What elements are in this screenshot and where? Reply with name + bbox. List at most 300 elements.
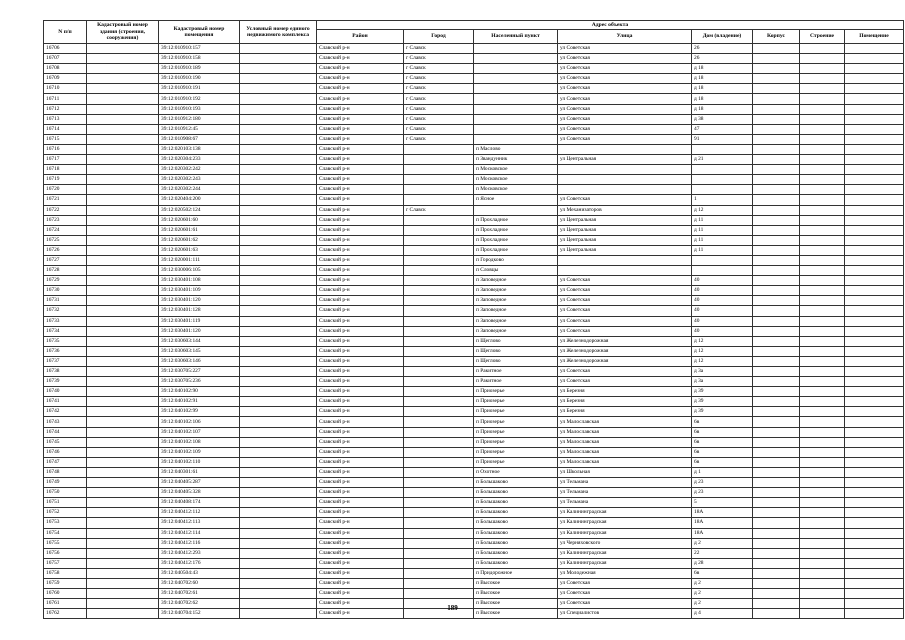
cell-city — [404, 336, 474, 346]
cell-house: 40 — [692, 276, 753, 286]
table-row — [44, 155, 904, 165]
cell-premise: 39:12:010910:192 — [159, 94, 240, 104]
cell-street: ул Центральная — [558, 235, 692, 245]
cell-district: Славский р-н — [317, 64, 404, 74]
cell-stroenie — [800, 457, 845, 467]
cell-settlement: п Московское — [474, 185, 558, 195]
table-row — [44, 316, 904, 326]
cell-city: г Славск — [404, 104, 474, 114]
cell-premise: 39:12:030401:128 — [159, 306, 240, 316]
cell-settlement: п Высокое — [474, 589, 558, 599]
cell-settlement: п Приозерье — [474, 387, 558, 397]
cell-district: Славский р-н — [317, 467, 404, 477]
cell-complex — [240, 457, 317, 467]
cell-complex — [240, 124, 317, 134]
cell-premise: 39:12:040702:61 — [159, 589, 240, 599]
cell-settlement: п Заповедное — [474, 276, 558, 286]
cell-street: ул Советская — [558, 54, 692, 64]
table-row — [44, 64, 904, 74]
cell-building — [87, 215, 159, 225]
cell-stroenie — [800, 94, 845, 104]
cell-korpus — [753, 144, 800, 154]
cell-korpus — [753, 134, 800, 144]
cell-house — [692, 175, 753, 185]
cell-settlement — [474, 84, 558, 94]
cell-premise: 39:12:020302:243 — [159, 175, 240, 185]
cell-stroenie — [800, 578, 845, 588]
cell-city — [404, 417, 474, 427]
cell-house: 6в — [692, 427, 753, 437]
cell-premise: 39:12:020502:124 — [159, 205, 240, 215]
cell-num: 16727 — [44, 255, 87, 265]
cell-room — [845, 367, 904, 377]
cell-num: 16761 — [44, 599, 87, 609]
cell-settlement: п Большаково — [474, 538, 558, 548]
cell-room — [845, 185, 904, 195]
cell-room — [845, 276, 904, 286]
cell-building — [87, 175, 159, 185]
cell-street — [558, 165, 692, 175]
cell-room — [845, 245, 904, 255]
cell-num: 16708 — [44, 64, 87, 74]
cell-settlement: п Охотное — [474, 467, 558, 477]
cell-city — [404, 558, 474, 568]
table-row — [44, 165, 904, 175]
cell-stroenie — [800, 417, 845, 427]
cell-street: ул Березня — [558, 397, 692, 407]
cell-korpus — [753, 397, 800, 407]
cell-street: ул Советская — [558, 64, 692, 74]
cell-district: Славский р-н — [317, 245, 404, 255]
cell-city — [404, 245, 474, 255]
cell-city — [404, 478, 474, 488]
table-row — [44, 336, 904, 346]
cell-street: ул Советская — [558, 104, 692, 114]
cell-room — [845, 175, 904, 185]
cell-num: 16731 — [44, 296, 87, 306]
cell-settlement — [474, 94, 558, 104]
table-row — [44, 367, 904, 377]
cell-house: 18А — [692, 528, 753, 538]
cell-complex — [240, 538, 317, 548]
cell-room — [845, 114, 904, 124]
cell-premise: 39:12:040412:293 — [159, 548, 240, 558]
cell-building — [87, 225, 159, 235]
cell-korpus — [753, 185, 800, 195]
cell-room — [845, 144, 904, 154]
table-row — [44, 54, 904, 64]
cell-stroenie — [800, 155, 845, 165]
cell-premise: 39:12:040412:113 — [159, 518, 240, 528]
cell-house: 26 — [692, 54, 753, 64]
cell-premise: 39:12:010908:67 — [159, 134, 240, 144]
cell-city: г Славск — [404, 84, 474, 94]
table-row — [44, 488, 904, 498]
cell-settlement: п Прохладное — [474, 245, 558, 255]
cell-city: г Славск — [404, 124, 474, 134]
cell-house: д 39 — [692, 387, 753, 397]
cell-korpus — [753, 467, 800, 477]
cell-street: ул Советская — [558, 377, 692, 387]
cell-premise: 39:12:010912:45 — [159, 124, 240, 134]
cell-premise: 39:12:040405:328 — [159, 488, 240, 498]
cell-stroenie — [800, 104, 845, 114]
cell-premise: 39:12:020302:244 — [159, 185, 240, 195]
cell-building — [87, 114, 159, 124]
cell-complex — [240, 74, 317, 84]
cell-house: д 11 — [692, 235, 753, 245]
table-row — [44, 346, 904, 356]
cell-korpus — [753, 316, 800, 326]
cell-premise: 39:12:040102:108 — [159, 437, 240, 447]
cell-street: ул Железнодорожная — [558, 336, 692, 346]
cell-settlement: п Большаково — [474, 558, 558, 568]
table-row — [44, 175, 904, 185]
cell-premise: 39:12:040102:91 — [159, 397, 240, 407]
cell-korpus — [753, 498, 800, 508]
cell-city — [404, 407, 474, 417]
cell-korpus — [753, 104, 800, 114]
cell-street: ул Калининградская — [558, 528, 692, 538]
cell-room — [845, 498, 904, 508]
cell-city — [404, 165, 474, 175]
cell-house: 18А — [692, 518, 753, 528]
cell-house: 40 — [692, 316, 753, 326]
cell-city: г Славск — [404, 134, 474, 144]
header-room: Помещение — [845, 30, 904, 44]
cell-district: Славский р-н — [317, 498, 404, 508]
cell-district: Славский р-н — [317, 84, 404, 94]
cell-korpus — [753, 94, 800, 104]
cell-district: Славский р-н — [317, 114, 404, 124]
cell-stroenie — [800, 296, 845, 306]
cell-settlement: п Приозерье — [474, 417, 558, 427]
cell-street: ул Советская — [558, 599, 692, 609]
cell-house: 40 — [692, 326, 753, 336]
cell-num: 16712 — [44, 104, 87, 114]
cell-room — [845, 235, 904, 245]
cell-district: Славский р-н — [317, 407, 404, 417]
cell-street: ул Советская — [558, 367, 692, 377]
cell-settlement — [474, 44, 558, 54]
cell-city — [404, 185, 474, 195]
cell-num: 16721 — [44, 195, 87, 205]
cell-settlement: п Большаково — [474, 528, 558, 538]
cell-premise: 39:12:010910:157 — [159, 44, 240, 54]
cell-complex — [240, 508, 317, 518]
cell-building — [87, 568, 159, 578]
cell-room — [845, 356, 904, 366]
cell-stroenie — [800, 437, 845, 447]
cell-korpus — [753, 276, 800, 286]
cell-district: Славский р-н — [317, 589, 404, 599]
cell-num: 16706 — [44, 44, 87, 54]
cell-complex — [240, 175, 317, 185]
cell-premise: 39:12:020302:242 — [159, 165, 240, 175]
cell-korpus — [753, 478, 800, 488]
cell-premise: 39:12:040301:61 — [159, 467, 240, 477]
cell-district: Славский р-н — [317, 155, 404, 165]
cell-premise: 39:12:040504:43 — [159, 568, 240, 578]
cell-city — [404, 316, 474, 326]
cell-district: Славский р-н — [317, 44, 404, 54]
cell-settlement: п Заповедное — [474, 326, 558, 336]
cell-premise: 39:12:030603:144 — [159, 336, 240, 346]
cell-stroenie — [800, 255, 845, 265]
cell-num: 16758 — [44, 568, 87, 578]
table-row — [44, 255, 904, 265]
cell-district: Славский р-н — [317, 286, 404, 296]
cell-building — [87, 306, 159, 316]
cell-street: ул Механизаторов — [558, 205, 692, 215]
cell-house: д 12 — [692, 336, 753, 346]
cell-building — [87, 185, 159, 195]
cell-stroenie — [800, 336, 845, 346]
cell-room — [845, 447, 904, 457]
cell-complex — [240, 155, 317, 165]
cell-settlement: п Заповедное — [474, 316, 558, 326]
cell-korpus — [753, 255, 800, 265]
cell-settlement: п Большаково — [474, 518, 558, 528]
cell-room — [845, 417, 904, 427]
cell-stroenie — [800, 377, 845, 387]
cell-room — [845, 548, 904, 558]
cell-building — [87, 538, 159, 548]
cell-complex — [240, 94, 317, 104]
table-row — [44, 266, 904, 276]
cell-house: 1 — [692, 195, 753, 205]
cell-room — [845, 407, 904, 417]
cell-num: 16748 — [44, 467, 87, 477]
cell-house: д 11 — [692, 215, 753, 225]
cell-settlement: п Большаково — [474, 488, 558, 498]
cell-room — [845, 296, 904, 306]
cell-num: 16750 — [44, 488, 87, 498]
cell-stroenie — [800, 467, 845, 477]
cell-korpus — [753, 286, 800, 296]
cell-building — [87, 377, 159, 387]
table-row — [44, 44, 904, 54]
cell-complex — [240, 568, 317, 578]
cell-district: Славский р-н — [317, 397, 404, 407]
cell-premise: 39:12:030401:109 — [159, 286, 240, 296]
cell-district: Славский р-н — [317, 94, 404, 104]
cell-city — [404, 589, 474, 599]
cell-house: д 39 — [692, 407, 753, 417]
cell-district: Славский р-н — [317, 558, 404, 568]
cell-district: Славский р-н — [317, 377, 404, 387]
cell-street — [558, 185, 692, 195]
cell-district: Славский р-н — [317, 578, 404, 588]
cell-room — [845, 589, 904, 599]
cell-street — [558, 144, 692, 154]
cell-complex — [240, 64, 317, 74]
table-row — [44, 245, 904, 255]
cell-korpus — [753, 44, 800, 54]
cell-complex — [240, 558, 317, 568]
cell-num: 16713 — [44, 114, 87, 124]
cell-num: 16753 — [44, 518, 87, 528]
cell-room — [845, 457, 904, 467]
cell-city — [404, 518, 474, 528]
cell-complex — [240, 316, 317, 326]
cell-district: Славский р-н — [317, 185, 404, 195]
cell-settlement: п Московское — [474, 175, 558, 185]
cell-district: Славский р-н — [317, 205, 404, 215]
cell-premise: 39:12:040408:174 — [159, 498, 240, 508]
cell-district: Славский р-н — [317, 346, 404, 356]
cell-num: 16719 — [44, 175, 87, 185]
cell-district: Славский р-н — [317, 437, 404, 447]
cell-district: Славский р-н — [317, 165, 404, 175]
cell-city: г Славск — [404, 44, 474, 54]
cell-settlement — [474, 104, 558, 114]
cell-district: Славский р-н — [317, 508, 404, 518]
cell-building — [87, 518, 159, 528]
cell-street: ул Калининградская — [558, 558, 692, 568]
cell-premise: 39:12:040702:62 — [159, 599, 240, 609]
cell-complex — [240, 326, 317, 336]
cell-house: 22 — [692, 548, 753, 558]
cell-house — [692, 185, 753, 195]
cell-city — [404, 367, 474, 377]
table-row — [44, 134, 904, 144]
cell-complex — [240, 518, 317, 528]
table-row — [44, 306, 904, 316]
cell-city — [404, 155, 474, 165]
table-row — [44, 447, 904, 457]
cell-complex — [240, 447, 317, 457]
cell-street: ул Советская — [558, 286, 692, 296]
cell-city — [404, 568, 474, 578]
cell-city — [404, 195, 474, 205]
cell-settlement: п Приозерье — [474, 397, 558, 407]
cell-complex — [240, 114, 317, 124]
cell-building — [87, 195, 159, 205]
table-row — [44, 467, 904, 477]
cell-room — [845, 377, 904, 387]
cell-building — [87, 346, 159, 356]
cell-complex — [240, 377, 317, 387]
cell-stroenie — [800, 175, 845, 185]
cell-house: д 12 — [692, 346, 753, 356]
cell-district: Славский р-н — [317, 356, 404, 366]
cell-building — [87, 255, 159, 265]
cell-building — [87, 508, 159, 518]
header-building-cadastral: Кадастровый номер здания (строения, сооружения) — [87, 21, 159, 44]
cell-settlement: п Прохладное — [474, 225, 558, 235]
cell-complex — [240, 528, 317, 538]
cell-num: 16751 — [44, 498, 87, 508]
cell-num: 16718 — [44, 165, 87, 175]
cell-district: Славский р-н — [317, 144, 404, 154]
cell-complex — [240, 346, 317, 356]
cell-premise: 39:12:030705:227 — [159, 367, 240, 377]
cell-district: Славский р-н — [317, 417, 404, 427]
cell-settlement: п Заповедное — [474, 286, 558, 296]
cell-room — [845, 124, 904, 134]
cell-num: 16711 — [44, 94, 87, 104]
cell-street: ул Малославская — [558, 417, 692, 427]
cell-complex — [240, 144, 317, 154]
table-row — [44, 114, 904, 124]
cell-premise: 39:12:030603:146 — [159, 356, 240, 366]
cell-street: ул Тельмана — [558, 478, 692, 488]
cell-stroenie — [800, 528, 845, 538]
cell-premise: 39:12:020601:62 — [159, 235, 240, 245]
cell-num: 16717 — [44, 155, 87, 165]
cell-num: 16710 — [44, 84, 87, 94]
cell-korpus — [753, 367, 800, 377]
cell-stroenie — [800, 144, 845, 154]
cell-num: 16735 — [44, 336, 87, 346]
table-row — [44, 326, 904, 336]
table-row — [44, 528, 904, 538]
cell-room — [845, 538, 904, 548]
cell-stroenie — [800, 266, 845, 276]
cell-city — [404, 225, 474, 235]
cell-room — [845, 326, 904, 336]
cell-room — [845, 346, 904, 356]
cell-city: г Славск — [404, 54, 474, 64]
cell-room — [845, 518, 904, 528]
cell-city — [404, 286, 474, 296]
cell-num: 16729 — [44, 276, 87, 286]
table-row — [44, 397, 904, 407]
cell-room — [845, 558, 904, 568]
cell-num: 16733 — [44, 316, 87, 326]
cell-korpus — [753, 346, 800, 356]
cell-street: ул Березня — [558, 407, 692, 417]
cell-korpus — [753, 387, 800, 397]
cell-korpus — [753, 377, 800, 387]
cell-stroenie — [800, 205, 845, 215]
cell-building — [87, 578, 159, 588]
cell-building — [87, 74, 159, 84]
cell-district: Славский р-н — [317, 316, 404, 326]
table-row — [44, 185, 904, 195]
cell-stroenie — [800, 64, 845, 74]
cell-house: д 12 — [692, 356, 753, 366]
cell-premise: 39:12:020001:111 — [159, 255, 240, 265]
cell-complex — [240, 104, 317, 114]
cell-num: 16754 — [44, 528, 87, 538]
cell-stroenie — [800, 165, 845, 175]
cell-premise: 39:12:010912:180 — [159, 114, 240, 124]
cell-korpus — [753, 356, 800, 366]
cell-building — [87, 134, 159, 144]
cell-building — [87, 336, 159, 346]
cell-building — [87, 437, 159, 447]
cell-building — [87, 94, 159, 104]
cell-num: 16734 — [44, 326, 87, 336]
cell-district: Славский р-н — [317, 134, 404, 144]
table-row — [44, 74, 904, 84]
cell-settlement: п Приозерье — [474, 427, 558, 437]
cell-settlement: п Придорожное — [474, 568, 558, 578]
cell-room — [845, 54, 904, 64]
cell-premise: 39:12:040702:60 — [159, 578, 240, 588]
cell-stroenie — [800, 387, 845, 397]
table-row — [44, 144, 904, 154]
cell-house: д 23 — [692, 488, 753, 498]
cell-street: ул Советская — [558, 94, 692, 104]
cell-num: 16742 — [44, 407, 87, 417]
cell-num: 16760 — [44, 589, 87, 599]
cell-stroenie — [800, 397, 845, 407]
cell-street: ул Школьная — [558, 467, 692, 477]
cell-city — [404, 437, 474, 447]
